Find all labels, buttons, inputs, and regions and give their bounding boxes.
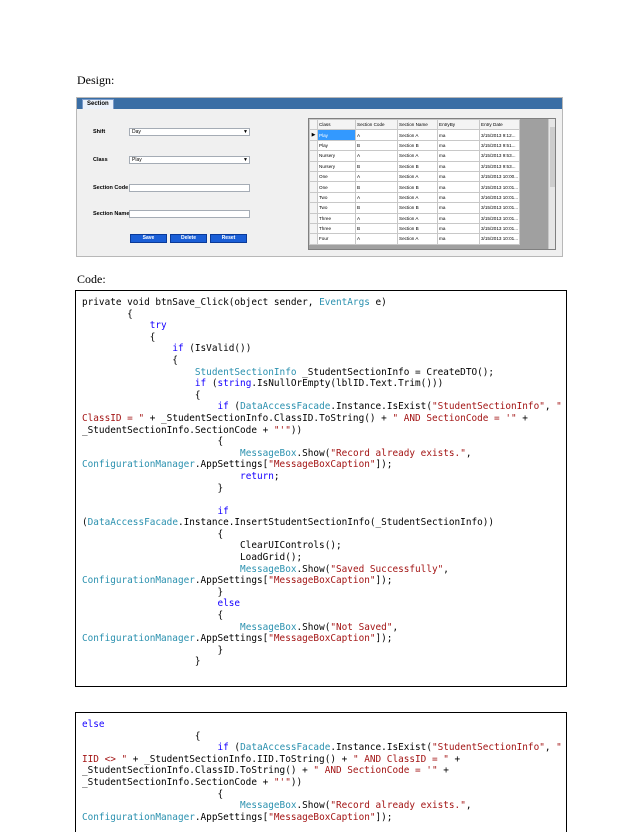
code-token: "MessageBoxCaption": [268, 575, 376, 587]
code-line: [82, 332, 566, 344]
code-line: [82, 610, 566, 622]
code-line: [82, 540, 566, 552]
code-line: [82, 754, 566, 766]
code-token: ]);: [375, 633, 393, 645]
code-line: [82, 552, 566, 564]
code-token: private void btnSave_Click(object sender,: [82, 297, 320, 308]
code-token: .Show(: [296, 447, 331, 459]
code-token: else: [82, 719, 105, 730]
code-token: ConfigurationManager: [82, 811, 195, 823]
grid-cell[interactable]: 3/15/2013 9:12...: [480, 130, 520, 140]
code-token: +: [516, 412, 528, 424]
code-token: + _StudentSectionInfo.ClassID.ToString() +: [144, 412, 393, 424]
code-token: MessageBox: [240, 800, 297, 812]
row-header[interactable]: [310, 151, 318, 161]
row-header[interactable]: [310, 234, 318, 244]
grid-cell[interactable]: Section A: [398, 234, 438, 244]
grid-row[interactable]: [310, 182, 520, 192]
grid-cell[interactable]: B: [356, 140, 398, 150]
code-line: [82, 401, 566, 413]
code-token: {: [82, 436, 224, 448]
code-line: [82, 575, 566, 587]
code-line: [82, 529, 566, 541]
code-token: ConfigurationManager: [82, 633, 195, 645]
code-line: [82, 297, 566, 309]
code-line: [82, 800, 566, 812]
code-token: )): [290, 424, 303, 436]
code-token: (: [228, 401, 241, 413]
code-token: .AppSettings[: [194, 459, 269, 471]
code-line: [82, 355, 566, 367]
code-token: "Record already exists.": [330, 800, 466, 812]
class-combo[interactable]: [129, 156, 250, 164]
grid-cell[interactable]: Four: [318, 234, 356, 244]
grid-cell[interactable]: Play: [318, 130, 356, 140]
column-header-section-name[interactable]: Section Name: [398, 120, 438, 130]
code-token: else: [217, 598, 241, 610]
code-line: [82, 765, 566, 777]
code-token: {: [82, 331, 156, 343]
code-token: ,: [392, 621, 399, 633]
column-header-class[interactable]: Class: [318, 120, 356, 130]
code-token: DataAccessFacade: [87, 517, 178, 529]
code-token: {: [82, 730, 201, 742]
code-token: IID <> ": [82, 753, 128, 765]
code-token: ,: [443, 563, 449, 575]
class-label: Class: [93, 157, 108, 163]
grid-cell[interactable]: Two: [318, 203, 356, 213]
code-block-save-click: [75, 290, 567, 687]
grid-cell[interactable]: Section A: [398, 171, 438, 181]
code-token: + _StudentSectionInfo.IID.ToString() +: [127, 753, 353, 765]
delete-button[interactable]: Delete: [170, 234, 207, 243]
code-line: [82, 367, 566, 379]
code-line: [82, 812, 566, 824]
code-token: [82, 471, 240, 482]
reset-button[interactable]: Reset: [210, 234, 247, 243]
chevron-down-icon[interactable]: ▼: [243, 129, 248, 135]
code-token: ": [556, 742, 562, 754]
code-token: .IsNullOrEmpty(lblID.Text.Trim())): [251, 378, 444, 390]
grid-cell[interactable]: ma: [438, 140, 480, 150]
grid-header-row: [310, 120, 520, 130]
code-token: (: [228, 742, 241, 754]
code-token: if: [172, 343, 184, 355]
code-token: [82, 598, 217, 609]
code-listing: [76, 713, 566, 823]
code-line: [82, 656, 566, 668]
grid-cell[interactable]: A: [356, 213, 398, 223]
code-token: "StudentSectionInfo": [431, 401, 545, 413]
code-token: {: [82, 610, 224, 622]
grid-cell[interactable]: 3/15/2013 10:01...: [480, 223, 520, 233]
code-token: .AppSettings[: [194, 575, 269, 587]
grid-row[interactable]: [310, 192, 520, 202]
shift-label: Shift: [93, 129, 106, 135]
grid-cell[interactable]: Section B: [398, 203, 438, 213]
grid-cell[interactable]: One: [318, 182, 356, 192]
code-token: )): [290, 776, 303, 788]
code-token: [82, 367, 195, 378]
row-header[interactable]: [310, 161, 318, 171]
code-token: ConfigurationManager: [82, 575, 195, 587]
code-line: [82, 413, 566, 425]
code-token: "'": [273, 776, 291, 788]
code-token: EventArgs: [319, 297, 370, 308]
code-token: " AND SectionCode = '": [392, 412, 517, 424]
code-token: " AND ClassID = ": [352, 753, 449, 765]
code-token: MessageBox: [240, 621, 297, 633]
code-token: [82, 378, 195, 389]
grid-cell[interactable]: Two: [318, 192, 356, 202]
grid-cell[interactable]: Nursery: [318, 151, 356, 161]
code-token: (: [82, 517, 88, 529]
code-token: return: [240, 470, 274, 482]
code-line: [82, 471, 566, 483]
code-token: }: [82, 482, 224, 494]
code-token: [82, 564, 240, 575]
shift-combo-value: Day: [132, 129, 141, 135]
code-token: ,: [465, 447, 472, 459]
code-token: {: [82, 528, 224, 540]
code-token: ,: [544, 742, 557, 754]
sections-grid[interactable]: [308, 118, 556, 250]
code-token: string: [217, 378, 252, 390]
code-line: [82, 320, 566, 332]
code-token: ClassID = ": [82, 412, 145, 424]
grid-cell[interactable]: ma: [438, 213, 480, 223]
code-token: }: [82, 586, 224, 598]
code-token: .Show(: [296, 621, 331, 633]
section-name-label: Section Name: [93, 211, 130, 217]
code-token: "StudentSectionInfo": [431, 742, 545, 754]
grid-row[interactable]: [310, 223, 520, 233]
grid-cell[interactable]: Section B: [398, 182, 438, 192]
code-line: [82, 506, 566, 518]
code-line: [82, 459, 566, 471]
code-token: MessageBox: [240, 563, 297, 575]
grid-cell[interactable]: A: [356, 151, 398, 161]
code-token: [82, 622, 240, 633]
code-line: [82, 622, 566, 634]
code-token: +: [437, 765, 449, 777]
row-header[interactable]: [310, 140, 318, 150]
code-token: "MessageBoxCaption": [268, 811, 376, 823]
row-header[interactable]: [310, 171, 318, 181]
code-token: [82, 448, 240, 459]
code-token: ,: [465, 800, 472, 812]
section-name-field[interactable]: [129, 210, 250, 218]
shift-combo[interactable]: [129, 128, 250, 136]
code-token: }: [82, 644, 224, 656]
code-token: ": [556, 401, 562, 413]
grid-cell[interactable]: ma: [438, 182, 480, 192]
row-header[interactable]: [310, 182, 318, 192]
code-line: [82, 598, 566, 610]
code-token: StudentSectionInfo: [194, 366, 297, 378]
grid-row[interactable]: [310, 234, 520, 244]
grid-cell[interactable]: B: [356, 182, 398, 192]
code-token: "MessageBoxCaption": [268, 633, 376, 645]
code-token: [82, 742, 217, 753]
column-header-section-code[interactable]: Section Code: [356, 120, 398, 130]
grid-cell[interactable]: B: [356, 223, 398, 233]
code-token: if: [194, 378, 207, 390]
code-line: [82, 425, 566, 437]
grid-cell[interactable]: 3/15/2013 10:01...: [480, 182, 520, 192]
code-token: _StudentSectionInfo.SectionCode +: [82, 776, 274, 788]
grid-cell[interactable]: ma: [438, 234, 480, 244]
code-line: [82, 719, 566, 731]
class-combo-value: Play: [132, 157, 142, 163]
grid-cell[interactable]: One: [318, 171, 356, 181]
column-header-entryby[interactable]: EntryBy: [438, 120, 480, 130]
code-token: {: [82, 354, 178, 366]
row-header[interactable]: [310, 223, 318, 233]
grid-scroll-thumb[interactable]: [550, 127, 555, 187]
grid-cell[interactable]: ma: [438, 171, 480, 181]
code-token: [82, 343, 172, 354]
section-form-window: [76, 97, 563, 257]
row-header[interactable]: ▶: [310, 130, 318, 140]
code-token: _StudentSectionInfo.SectionCode +: [82, 424, 274, 436]
code-line: [82, 483, 566, 495]
design-heading: Design:: [77, 73, 115, 87]
grid-cell[interactable]: Play: [318, 140, 356, 150]
code-token: (: [206, 378, 218, 390]
grid-cell[interactable]: Section A: [398, 213, 438, 223]
code-line: [82, 343, 566, 355]
row-header[interactable]: [310, 203, 318, 213]
grid-cell[interactable]: 3/15/2013 10:01...: [480, 234, 520, 244]
code-token: ,: [544, 401, 557, 413]
code-token: .Instance.InsertStudentSectionInfo(_StudentSectionInfo)): [177, 517, 495, 529]
code-token: "'": [273, 424, 291, 436]
code-token: ;: [273, 470, 280, 482]
code-token: "Not Saved": [330, 621, 393, 633]
grid-cell[interactable]: A: [356, 171, 398, 181]
grid-cell[interactable]: ma: [438, 130, 480, 140]
tab-section[interactable]: Section: [82, 99, 114, 109]
grid-cell[interactable]: Section A: [398, 151, 438, 161]
code-token: if: [217, 505, 229, 517]
code-line: [82, 309, 566, 321]
code-token: DataAccessFacade: [240, 742, 331, 754]
code-line: [82, 494, 566, 506]
code-token: .Show(: [296, 563, 331, 575]
code-token: ]);: [375, 459, 393, 471]
grid-row[interactable]: [310, 130, 520, 140]
save-button[interactable]: Save: [130, 234, 167, 243]
code-token: "MessageBoxCaption": [268, 459, 376, 471]
code-token: e): [369, 297, 387, 308]
grid-cell[interactable]: Section B: [398, 140, 438, 150]
code-line: [82, 645, 566, 657]
grid-cell[interactable]: ma: [438, 223, 480, 233]
grid-cell[interactable]: 3/16/2013 10:01...: [480, 192, 520, 202]
code-token: "Record already exists.": [330, 447, 466, 459]
code-token: " AND SectionCode = '": [313, 765, 438, 777]
code-token: _StudentSectionInfo.ClassID.ToString() +: [82, 765, 314, 777]
code-token: try: [149, 320, 167, 332]
code-line: [82, 390, 566, 402]
code-line: [82, 731, 566, 743]
grid-cell[interactable]: B: [356, 161, 398, 171]
grid-row[interactable]: [310, 203, 520, 213]
code-token: {: [82, 308, 133, 320]
code-token: [82, 506, 217, 517]
grid-row[interactable]: [310, 213, 520, 223]
code-token: ]);: [375, 575, 393, 587]
code-token: ClearUIControls();: [82, 540, 342, 552]
grid-cell[interactable]: Three: [318, 213, 356, 223]
grid-row[interactable]: [310, 161, 520, 171]
code-token: DataAccessFacade: [240, 401, 331, 413]
code-token: [82, 401, 217, 412]
code-token: {: [82, 389, 201, 401]
grid-row[interactable]: [310, 151, 520, 161]
section-code-label: Section Code: [93, 185, 129, 191]
code-token: +: [448, 753, 461, 765]
code-token: .AppSettings[: [194, 633, 269, 645]
grid-cell[interactable]: 3/15/2013 9:51...: [480, 140, 520, 150]
code-token: ]);: [375, 811, 393, 823]
grid-cell[interactable]: Three: [318, 223, 356, 233]
code-token: }: [82, 656, 201, 668]
grid-row[interactable]: [310, 171, 520, 181]
chevron-down-icon[interactable]: ▼: [243, 157, 248, 163]
code-line: [82, 378, 566, 390]
code-token: .Show(: [296, 800, 331, 812]
grid-cell[interactable]: Section A: [398, 130, 438, 140]
code-token: _StudentSectionInfo = CreateDTO();: [296, 366, 495, 378]
code-line: [82, 587, 566, 599]
code-line: [82, 448, 566, 460]
grid-cell[interactable]: ma: [438, 203, 480, 213]
code-line: [82, 633, 566, 645]
code-token: if: [217, 742, 229, 754]
grid-corner: [310, 120, 318, 130]
code-listing: [76, 291, 566, 668]
code-block-else-branch: [75, 712, 567, 832]
column-header-entry-date[interactable]: Entry Date: [480, 120, 520, 130]
row-header[interactable]: [310, 213, 318, 223]
grid-cell[interactable]: A: [356, 130, 398, 140]
section-code-field[interactable]: [129, 184, 250, 192]
grid-cell[interactable]: 3/15/2013 10:01...: [480, 203, 520, 213]
row-header[interactable]: [310, 192, 318, 202]
code-heading: Code:: [77, 272, 106, 286]
code-token: if: [217, 401, 229, 413]
grid-cell[interactable]: 3/15/2013 9:53...: [480, 161, 520, 171]
grid-scrollbar[interactable]: [548, 119, 555, 249]
code-token: [82, 800, 240, 811]
grid-cell[interactable]: A: [356, 192, 398, 202]
code-token: {: [82, 788, 224, 800]
grid-cell[interactable]: ma: [438, 161, 480, 171]
code-token: .AppSettings[: [194, 811, 269, 823]
grid-cell[interactable]: ma: [438, 151, 480, 161]
grid-cell[interactable]: A: [356, 234, 398, 244]
form-titlebar: [77, 98, 562, 109]
code-line: [82, 517, 566, 529]
code-line: [82, 777, 566, 789]
grid-cell[interactable]: 3/15/2013 9:53...: [480, 151, 520, 161]
code-line: [82, 789, 566, 801]
grid-row[interactable]: [310, 140, 520, 150]
code-token: LoadGrid();: [82, 552, 303, 564]
grid-cell[interactable]: Section B: [398, 223, 438, 233]
grid-cell[interactable]: Section A: [398, 192, 438, 202]
code-line: [82, 436, 566, 448]
grid-cell[interactable]: ma: [438, 192, 480, 202]
grid-cell[interactable]: Section B: [398, 161, 438, 171]
code-token: ConfigurationManager: [82, 459, 195, 471]
code-token: (IsValid()): [183, 343, 252, 355]
code-token: [82, 320, 150, 331]
grid-cell[interactable]: Nursery: [318, 161, 356, 171]
code-line: [82, 564, 566, 576]
grid-cell[interactable]: B: [356, 203, 398, 213]
code-token: .Instance.IsExist(: [330, 401, 432, 413]
code-token: "Saved Successfully": [330, 563, 444, 575]
code-token: .Instance.IsExist(: [330, 742, 432, 754]
grid-cell[interactable]: 3/15/2013 10:00...: [480, 171, 520, 181]
grid-cell[interactable]: 3/15/2013 10:01...: [480, 213, 520, 223]
code-line: [82, 742, 566, 754]
code-token: MessageBox: [240, 447, 297, 459]
